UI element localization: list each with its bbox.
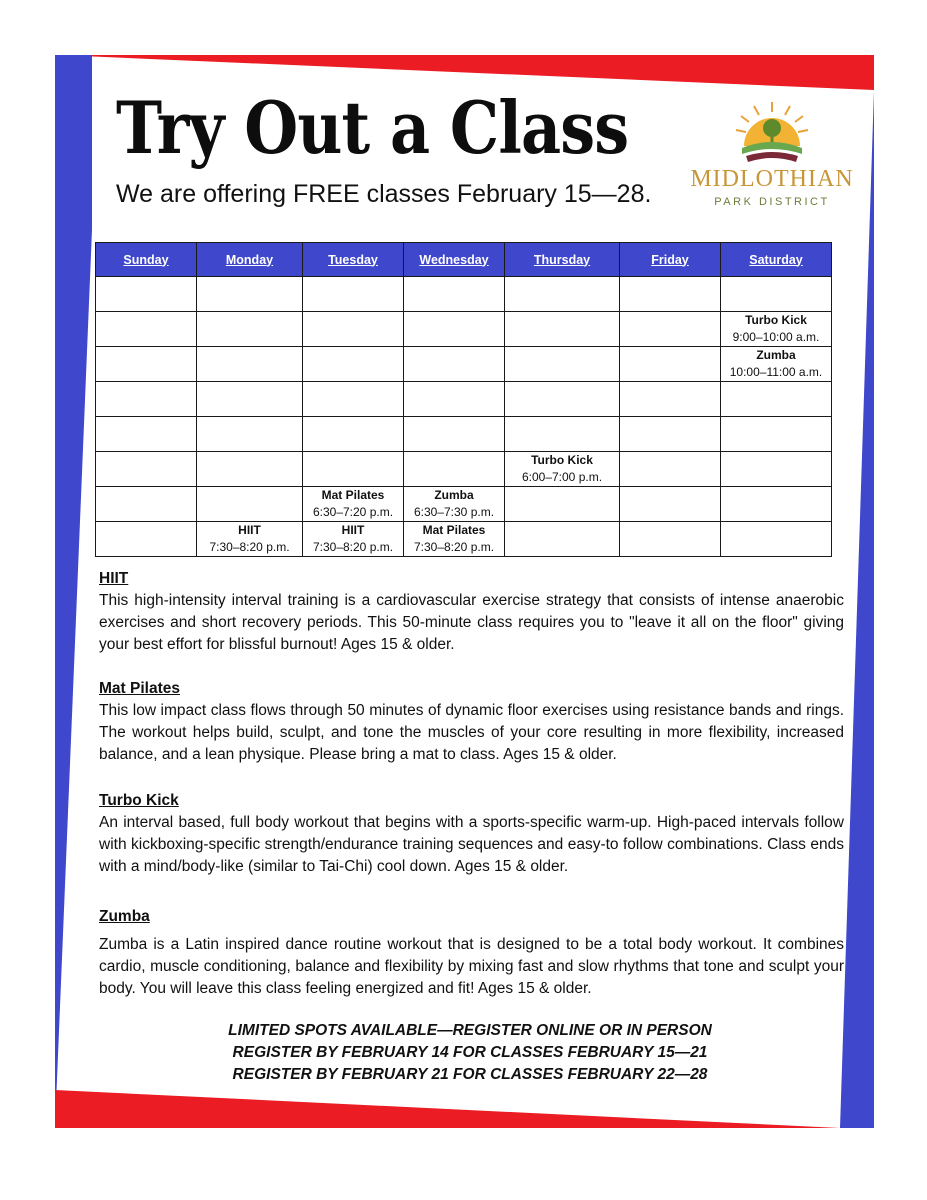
class-name: HIIT [341,523,365,537]
description-title: Mat Pilates [99,680,180,697]
left-blue-band [55,55,92,1128]
schedule-cell [96,277,197,312]
schedule-cell [404,417,505,452]
schedule-cell [620,312,721,347]
schedule-cell [197,417,303,452]
class-time: 6:30–7:30 p.m. [413,505,495,519]
class-name: Turbo Kick [745,313,807,327]
description-text: Zumba is a Latin inspired dance routine workout that is designed to be a total body workout. It combines cardio, muscle conditioning, balance and flexibility by mixing fast and slow rhythms that tone and sculpt your body. You will leave this class feeling energized and fit! Ages 15 & older. [99,936,844,997]
logo-subtitle: PARK DISTRICT [714,196,830,208]
schedule-cell [721,522,832,557]
sun-tree-icon [684,96,860,166]
schedule-cell [721,452,832,487]
schedule-cell [620,347,721,382]
class-time: 7:30–8:20 p.m. [312,540,394,554]
schedule-cell [197,487,303,522]
schedule-cell [303,417,404,452]
description-title: HIIT [99,570,129,587]
description-zumba [99,906,844,1000]
schedule-cell [721,347,832,382]
schedule-row [96,452,832,487]
footer-line-register-feb-14: REGISTER BY FEBRUARY 14 FOR CLASSES FEBRUARY 15—21 [232,1044,708,1061]
schedule-body [96,277,832,557]
schedule-cell [620,277,721,312]
day-header-saturday: Saturday [721,243,832,277]
footer-line-limited-spots: LIMITED SPOTS AVAILABLE—REGISTER ONLINE OR IN PERSON [228,1022,712,1039]
registration-footer [120,1020,820,1086]
schedule-cell [721,382,832,417]
schedule-cell [96,522,197,557]
schedule-cell [721,417,832,452]
schedule-cell [505,452,620,487]
schedule-cell [505,312,620,347]
schedule-cell [620,417,721,452]
description-text: This low impact class flows through 50 minutes of dynamic floor exercises using resistance bands and rings. The workout helps build, sculpt, and tone the muscles of your core resulting in more flexibility, increased balance, and a lean physique. Please bring a mat to class. Ages 15 & older. [99,702,844,763]
schedule-cell [404,312,505,347]
day-header-thursday: Thursday [505,243,620,277]
schedule-cell [404,452,505,487]
schedule-cell [197,452,303,487]
schedule-row [96,277,832,312]
page-title: Try Out a Class [116,85,629,170]
schedule-cell [197,347,303,382]
schedule-row [96,312,832,347]
schedule-cell [303,382,404,417]
logo-name: MIDLOTHIAN [690,166,854,192]
class-name: Zumba [756,348,796,362]
schedule-cell [303,277,404,312]
schedule-cell [721,487,832,522]
class-time: 6:30–7:20 p.m. [312,505,394,519]
class-name: HIIT [238,523,261,537]
day-header-monday: Monday [197,243,303,277]
schedule-cell [96,487,197,522]
schedule-cell [620,522,721,557]
description-title: Turbo Kick [99,792,179,809]
schedule-cell [96,347,197,382]
day-header-sunday: Sunday [96,243,197,277]
schedule-cell [721,312,832,347]
schedule-cell [505,487,620,522]
schedule-cell [505,522,620,557]
schedule-cell [404,277,505,312]
class-name: Turbo Kick [531,453,593,467]
schedule-cell [404,382,505,417]
right-blue-band [840,90,874,1128]
schedule-cell [505,382,620,417]
schedule-cell [96,452,197,487]
day-header-wednesday: Wednesday [404,243,505,277]
page-subtitle: We are offering FREE classes February 15—28. [116,180,652,208]
schedule-cell [620,452,721,487]
schedule-cell [197,522,303,557]
schedule-cell [505,277,620,312]
schedule-row [96,487,832,522]
description-title: Zumba [99,908,150,925]
schedule-cell [620,487,721,522]
footer-line-register-feb-21: REGISTER BY FEBRUARY 21 FOR CLASSES FEBRUARY 22—28 [232,1066,708,1083]
schedule-cell [721,277,832,312]
class-time: 7:30–8:20 p.m. [209,540,290,554]
schedule-cell [96,382,197,417]
schedule-cell [303,452,404,487]
schedule-cell [620,382,721,417]
class-name: Mat Pilates [422,523,486,537]
bottom-red-band [55,1090,840,1128]
class-time: 6:00–7:00 p.m. [521,470,603,484]
schedule-cell [197,382,303,417]
schedule-cell [404,347,505,382]
description-text: An interval based, full body workout that begins with a sports-specific warm-up. High-paced intervals follow with kickboxing-specific strength/endurance training sequences and easy-to follow combinations. Class ends with a mind/body-like (similar to Tai-Chi) cool down. Ages 15 & older. [99,814,844,875]
schedule-cell [96,417,197,452]
schedule-cell [303,522,404,557]
schedule-cell [96,312,197,347]
class-time: 7:30–8:20 p.m. [413,540,495,554]
schedule-cell [303,487,404,522]
class-schedule-table [95,242,832,557]
schedule-cell [505,417,620,452]
midlothian-logo [684,96,860,216]
schedule-cell [197,312,303,347]
day-header-tuesday: Tuesday [303,243,404,277]
description-mat-pilates [99,678,844,766]
class-name: Mat Pilates [321,488,385,502]
class-time: 9:00–10:00 a.m. [732,330,820,344]
day-header-friday: Friday [620,243,721,277]
class-name: Zumba [434,488,474,502]
schedule-row [96,522,832,557]
schedule-row [96,382,832,417]
schedule-header-row [96,243,832,277]
schedule-cell [197,277,303,312]
description-turbo-kick [99,790,844,878]
schedule-cell [303,347,404,382]
schedule-cell [404,487,505,522]
class-time: 10:00–11:00 a.m. [729,365,823,379]
schedule-cell [303,312,404,347]
schedule-row [96,347,832,382]
description-hiit [99,568,844,656]
description-text: This high-intensity interval training is a cardiovascular exercise strategy that consists of intense anaerobic exercises and short recovery periods. This 50-minute class requires you to "leave it all on the floor" giving your best effort for blissful burnout! Ages 15 & older. [99,592,844,653]
schedule-cell [505,347,620,382]
schedule-cell [404,522,505,557]
schedule-row [96,417,832,452]
